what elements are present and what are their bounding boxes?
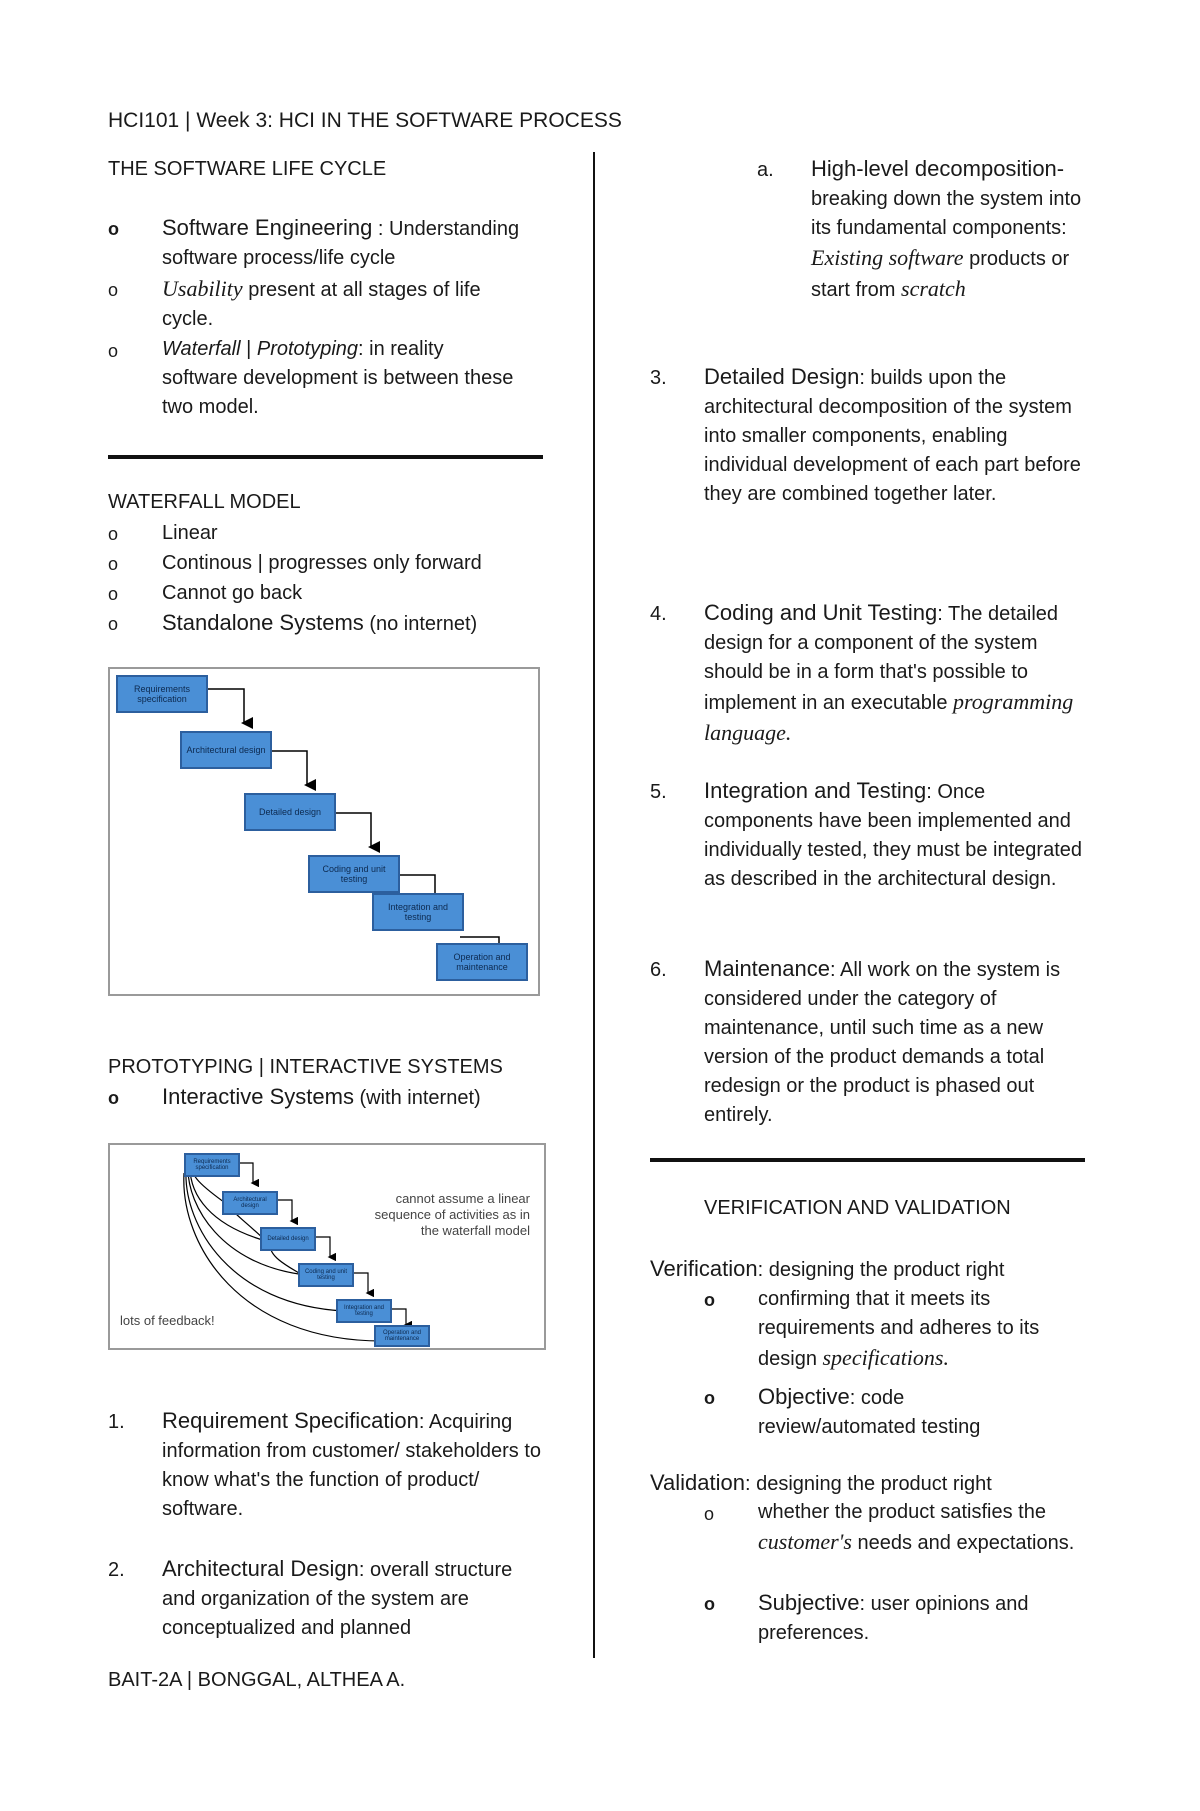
sub-item-a: High-level decomposition- breaking down the system into its fundamental components: Existing software products or start from scratch — [811, 156, 1082, 301]
waterfall-diagram — [108, 667, 540, 996]
bullet-icon: o — [108, 341, 119, 361]
list-item: Requirement Specification: Acquiring information from customer/ stakeholders to know what's the function of product/ software. — [162, 1408, 542, 1520]
list-item: Integration and Testing: Once components have been implemented and individually tested, they must be integrated as described in the architectural design. — [704, 778, 1082, 890]
bullet-icon: o — [108, 280, 119, 300]
list-item: Coding and Unit Testing: The detailed design for a component of the system should be in a form that's possible to implement in an executable programming language. — [704, 600, 1074, 745]
validation-bullet-1: whether the product satisfies the customer's needs and expectations. — [758, 1501, 1075, 1554]
bullet-icon: o — [108, 1088, 119, 1108]
verification-bullet-2: Objective: code review/automated testing — [758, 1384, 981, 1438]
diagram-step: Architectural design — [222, 1191, 278, 1215]
list-item: Architectural Design: overall structure and organization of the system are conceptualized and planned — [162, 1556, 513, 1639]
waterfall-item-3: Cannot go back — [162, 582, 303, 604]
vv-heading: VERIFICATION AND VALIDATION — [704, 1197, 1011, 1219]
diagram-step: Requirements specification — [116, 675, 208, 713]
list-letter: a. — [757, 159, 774, 181]
bullet-icon: o — [704, 1388, 715, 1408]
diagram-feedback-label: lots of feedback! — [120, 1313, 215, 1328]
diagram-step: Detailed design — [260, 1227, 316, 1251]
list-number: 5. — [650, 781, 667, 803]
diagram-step: Architectural design — [180, 731, 272, 769]
list-number: 3. — [650, 367, 667, 389]
bullet-icon: o — [704, 1594, 715, 1614]
page-title: HCI101 | Week 3: HCI IN THE SOFTWARE PROCESS — [108, 109, 622, 132]
list-number: 1. — [108, 1411, 125, 1433]
diagram-step: Requirements specification — [184, 1153, 240, 1177]
prototyping-heading: PROTOTYPING | INTERACTIVE SYSTEMS — [108, 1056, 503, 1078]
diagram-step: Integration and testing — [336, 1299, 392, 1323]
bullet-icon: o — [108, 584, 119, 604]
section-divider — [650, 1158, 1085, 1162]
diagram-step: Integration and testing — [372, 893, 464, 931]
column-divider — [593, 152, 595, 1658]
bullet-icon: o — [704, 1290, 715, 1310]
prototyping-item: Interactive Systems (with internet) — [162, 1084, 481, 1109]
diagram-note: cannot assume a linear sequence of activities as in the waterfall model — [374, 1191, 530, 1238]
list-number: 2. — [108, 1559, 125, 1581]
list-item: Detailed Design: builds upon the architectural decomposition of the system into smaller components, enabling individual development of each part before they are combined together later. — [704, 364, 1081, 505]
list-number: 4. — [650, 603, 667, 625]
life-cycle-item-1: Software Engineering : Understanding software process/life cycle — [162, 215, 520, 269]
waterfall-item-4: Standalone Systems (no internet) — [162, 610, 478, 635]
verification-bullet-1: confirming that it meets its requirements and adheres to its design specifications. — [758, 1288, 1040, 1370]
waterfall-heading: WATERFALL MODEL — [108, 491, 301, 513]
diagram-step: Operation and maintenance — [436, 943, 528, 981]
bullet-icon: o — [108, 554, 119, 574]
list-item: Maintenance: All work on the system is considered under the category of maintenance, until such time as a new version of the product demands a total redesign or the product is phased out entirely. — [704, 956, 1061, 1126]
waterfall-item-2: Continous | progresses only forward — [162, 552, 482, 574]
diagram-step: Detailed design — [244, 793, 336, 831]
bullet-icon: o — [108, 614, 119, 634]
prototyping-diagram — [108, 1143, 546, 1350]
verification-line: Verification: designing the product right — [650, 1256, 1005, 1281]
waterfall-item-1: Linear — [162, 522, 218, 544]
bullet-icon: o — [704, 1504, 715, 1524]
bullet-icon: o — [108, 524, 119, 544]
life-cycle-item-2: Usability present at all stages of life cycle. — [162, 276, 481, 330]
validation-bullet-2: Subjective: user opinions and preferences. — [758, 1590, 1029, 1644]
validation-line: Validation: designing the product right — [650, 1470, 992, 1495]
diagram-step: Coding and unit testing — [308, 855, 400, 893]
diagram-step: Coding and unit testing — [298, 1263, 354, 1287]
bullet-icon: o — [108, 219, 119, 239]
life-cycle-item-3: Waterfall | Prototyping: in reality software development is between these two model. — [162, 338, 514, 418]
list-number: 6. — [650, 959, 667, 981]
diagram-step: Operation and maintenance — [374, 1325, 430, 1347]
section-divider — [108, 455, 543, 459]
life-cycle-heading: THE SOFTWARE LIFE CYCLE — [108, 158, 387, 180]
footer-author: BAIT-2A | BONGGAL, ALTHEA A. — [108, 1669, 406, 1691]
